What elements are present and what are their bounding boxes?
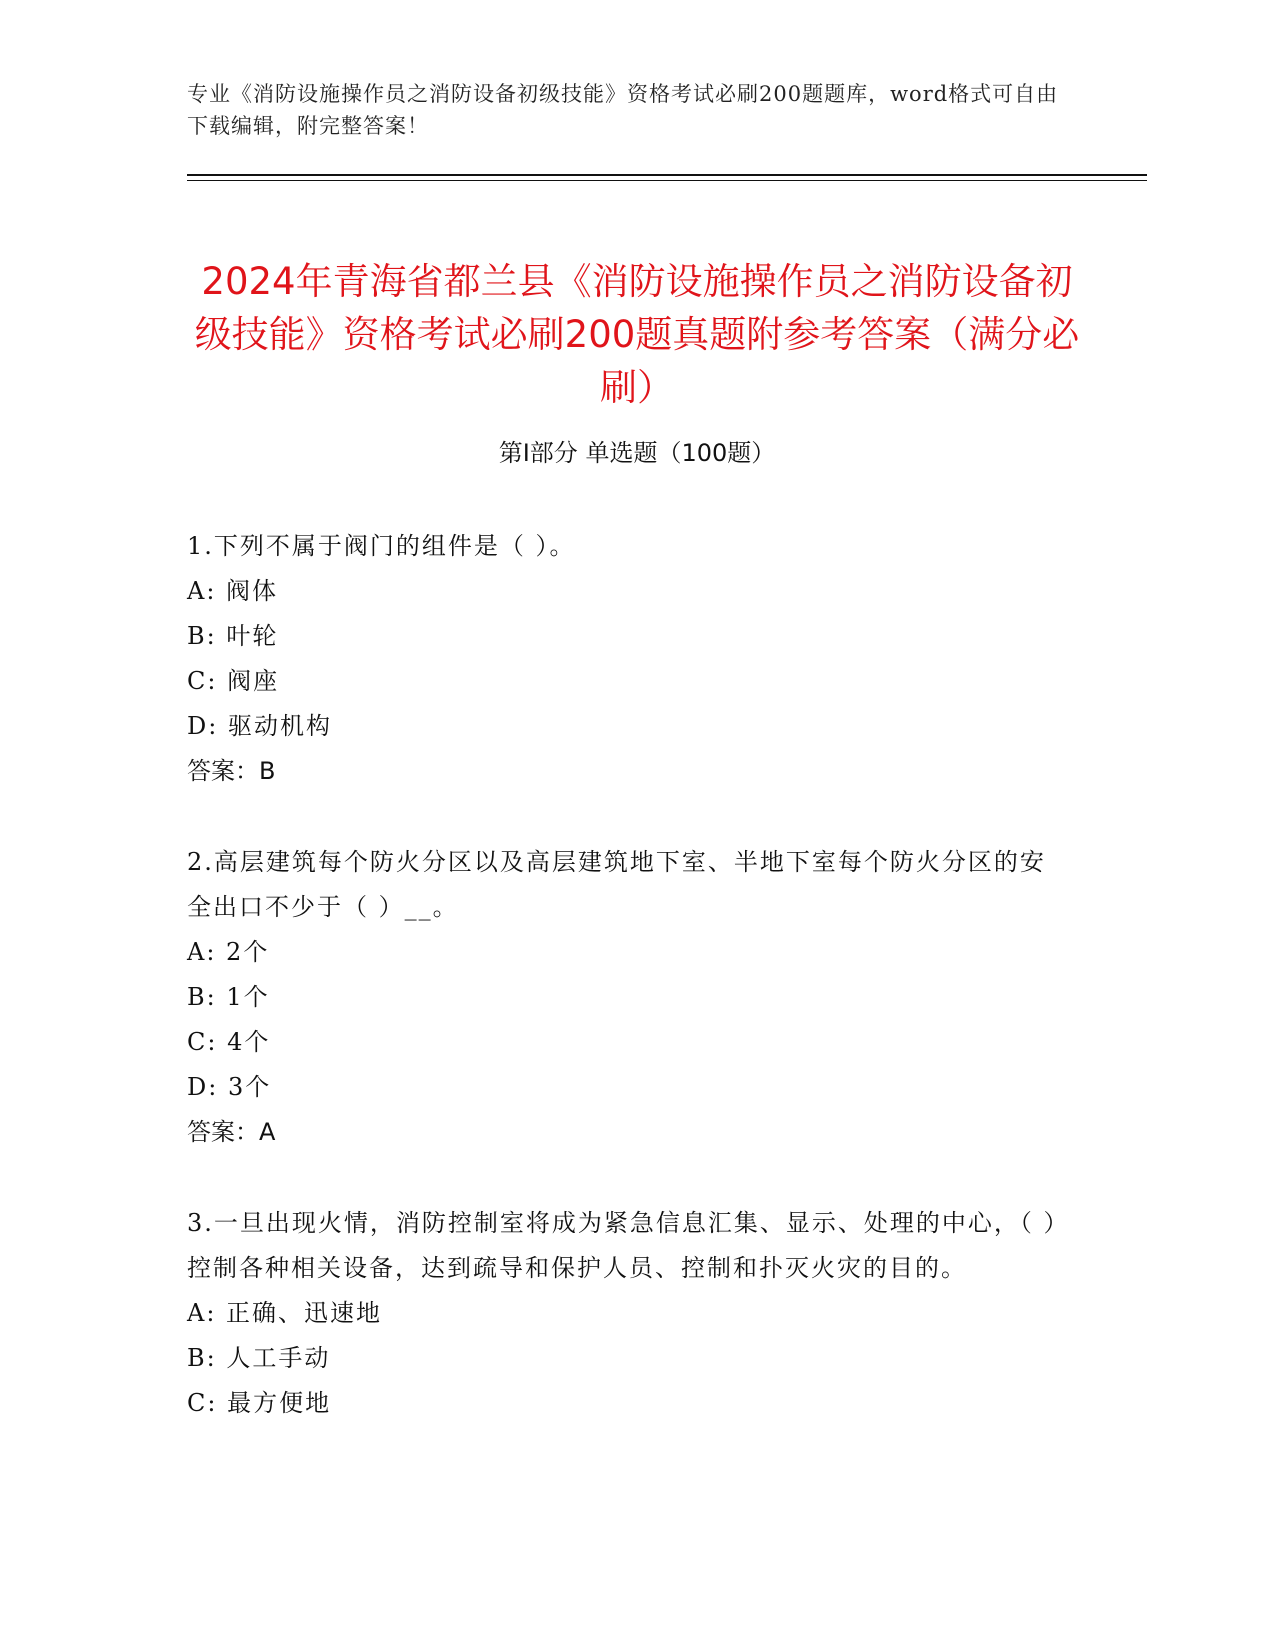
question-2 <box>187 840 1067 1155</box>
section-title: 第Ⅰ部分 单选题（100题） <box>498 439 776 467</box>
option-b: B: 1个 <box>187 983 270 1011</box>
option-c: C: 4个 <box>187 1028 271 1056</box>
document-title: 2024年青海省都兰县《消防设施操作员之消防设备初级技能》资格考试必刷200题真题附参考答案（满分必刷） <box>194 259 1080 409</box>
option-d: D: 驱动机构 <box>187 712 332 740</box>
question-list <box>187 524 1067 1472</box>
header-note: 专业《消防设施操作员之消防设备初级技能》资格考试必刷200题题库，word格式可自由下载编辑，附完整答案！ <box>187 82 1059 138</box>
option-c: C: 最方便地 <box>187 1389 332 1417</box>
question-1 <box>187 524 1067 794</box>
option-d: D: 3个 <box>187 1073 272 1101</box>
header-rule-thick <box>187 174 1147 176</box>
question-text: 1.下列不属于阀门的组件是（ ）。 <box>187 532 576 560</box>
option-b: B: 人工手动 <box>187 1344 331 1372</box>
option-c: C: 阀座 <box>187 667 280 695</box>
answer: 答案：B <box>187 757 276 785</box>
question-text: 3.一旦出现火情，消防控制室将成为紧急信息汇集、显示、处理的中心，（ ）控制各种相关设备，达到疏导和保护人员、控制和扑灭火灾的目的。 <box>187 1209 1058 1282</box>
option-b: B: 叶轮 <box>187 622 279 650</box>
option-a: A: 正确、迅速地 <box>187 1299 383 1327</box>
header-rule-thin <box>187 180 1147 181</box>
answer: 答案：A <box>187 1118 276 1146</box>
option-a: A: 2个 <box>187 938 270 966</box>
question-text: 2.高层建筑每个防火分区以及高层建筑地下室、半地下室每个防火分区的安全出口不少于（ ）__。 <box>187 848 1046 921</box>
option-a: A: 阀体 <box>187 577 279 605</box>
question-3 <box>187 1201 1067 1426</box>
